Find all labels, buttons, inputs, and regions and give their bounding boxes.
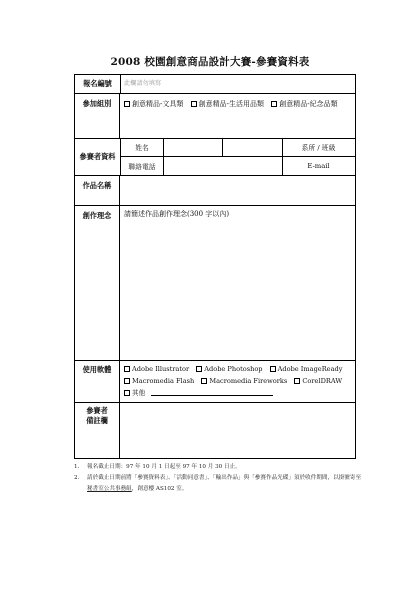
software-option-imageready[interactable]: Adobe ImageReady	[270, 365, 343, 373]
note-item: 2. 請於截止日期前將「參賽資料表」、「活動同意書」、「輸出作品」與「參賽作品光碟」須於收件期間，以掛號寄至秘書室公共事務組，創意樓 AS102 室。	[74, 475, 362, 492]
software-option-flash[interactable]: Macromedia Flash	[124, 377, 194, 385]
software-option-photoshop[interactable]: Adobe Photoshop	[196, 365, 262, 373]
name-label: 姓名	[135, 144, 149, 152]
concept-label: 創作理念	[75, 205, 120, 360]
name-field[interactable]	[164, 138, 222, 156]
registration-label: 報名編號	[75, 75, 121, 93]
concept-row	[75, 205, 355, 361]
software-label: 使用軟體	[75, 360, 120, 402]
software-row	[75, 360, 355, 403]
work-name-field[interactable]	[121, 175, 355, 205]
work-name-row	[75, 175, 355, 206]
checkbox-icon[interactable]	[124, 366, 130, 372]
office-name: 秘書室公共事務組	[87, 486, 132, 492]
email-label: E-mail	[307, 162, 330, 170]
checkbox-icon[interactable]	[124, 378, 130, 384]
registration-placeholder[interactable]: 此欄請勿填寫	[124, 80, 162, 87]
note-item: 1. 報名截止日期：97 年 10 月 1 日起至 97 年 10 月 30 日止。	[74, 464, 241, 470]
software-option-fireworks[interactable]: Macromedia Fireworks	[201, 377, 287, 385]
checkbox-icon[interactable]	[270, 366, 276, 372]
software-option-other[interactable]: 其他	[124, 389, 145, 397]
entry-form-table	[74, 74, 356, 459]
concept-hint: 請簡述作品創作理念(300 字以內)	[124, 210, 230, 218]
category-option-household[interactable]: 創意精品-生活用品類	[191, 100, 264, 108]
work-name-label: 作品名稱	[75, 175, 120, 205]
checkbox-icon[interactable]	[191, 101, 197, 107]
software-other-input[interactable]	[151, 387, 273, 396]
software-option-coreldraw[interactable]: CorelDRAW	[294, 377, 342, 385]
category-option-stationery[interactable]: 創意精品-文具類	[124, 100, 183, 108]
notes-list	[74, 462, 364, 495]
remarks-field[interactable]	[121, 402, 355, 458]
phone-field[interactable]	[164, 157, 282, 175]
department-class-label: 系所 / 班級	[301, 144, 336, 152]
phone-label: 聯絡電話	[128, 163, 156, 171]
checkbox-icon[interactable]	[124, 101, 130, 107]
category-label: 參加組別	[75, 93, 120, 138]
registration-row	[75, 75, 355, 94]
checkbox-icon[interactable]	[201, 378, 207, 384]
category-row	[75, 93, 355, 139]
category-option-souvenir[interactable]: 創意精品-紀念品類	[271, 100, 337, 108]
checkbox-icon[interactable]	[124, 390, 130, 396]
concept-field[interactable]	[121, 205, 355, 360]
software-option-illustrator[interactable]: Adobe Illustrator	[124, 365, 189, 373]
checkbox-icon[interactable]	[196, 366, 202, 372]
participant-grid	[121, 138, 355, 175]
form-title: 2008 校園創意商品設計大賽-參賽資料表	[110, 56, 310, 68]
participant-label: 參賽者資料	[75, 138, 121, 175]
department-field[interactable]	[223, 138, 282, 156]
checkbox-icon[interactable]	[294, 378, 300, 384]
remarks-row	[75, 402, 355, 458]
participant-row	[75, 138, 355, 176]
checkbox-icon[interactable]	[271, 101, 277, 107]
remarks-label: 參賽者 備註欄	[75, 402, 120, 458]
